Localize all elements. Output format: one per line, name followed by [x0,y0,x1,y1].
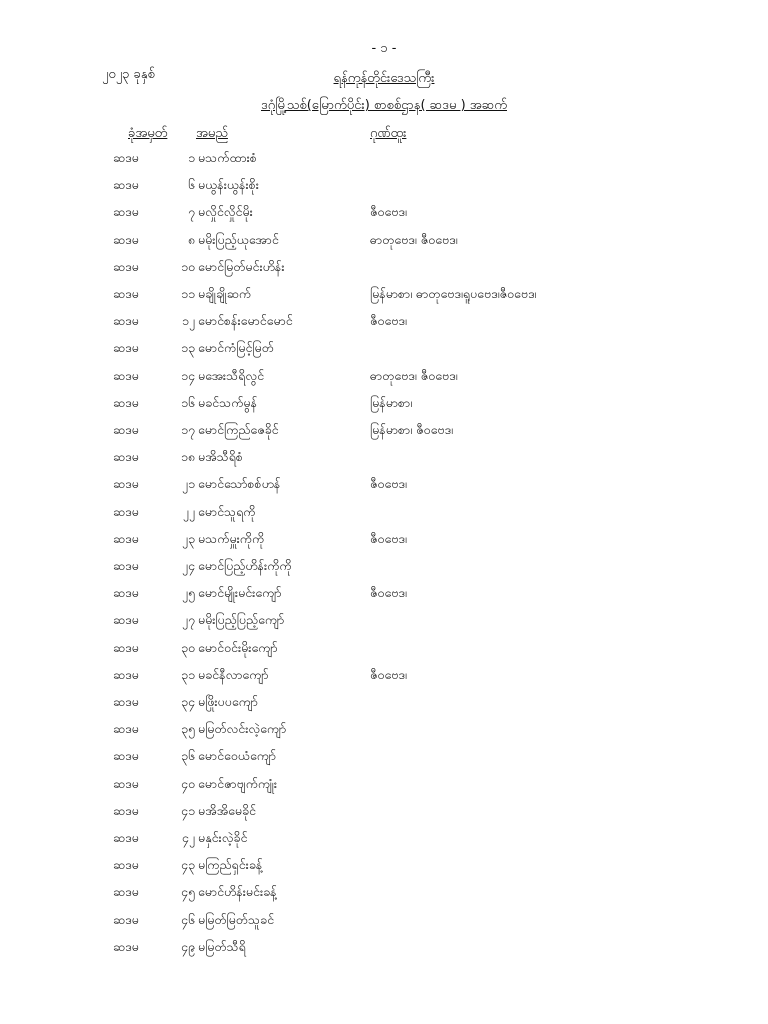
class-code: ဆဒမ [113,830,139,845]
roll-number: ၂၇ [181,612,195,628]
distinction-subjects: ဓာတုဗေဒ၊ ဇီဝဗေဒ၊ [370,231,458,247]
roll-number: ၄၉ [180,938,195,954]
distinction-subjects: ဇီဝဗေဒ၊ [370,476,407,492]
roll-number: ၁၆ [180,394,195,410]
distinction-header: ဂုဏ်ထူး [370,126,407,141]
student-name: မမြတ်လင်းလဲ့ကျော် [198,721,287,737]
student-name: မအိအိမေခိုင် [198,802,256,818]
list-item [0,667,768,687]
class-code: ဆဒမ [113,231,139,247]
student-name: မောင်မြတ်မင်းဟိန်း [198,258,285,274]
list-item [0,939,768,959]
roll-number: ၁၀ [180,258,195,274]
class-code: ဆဒမ [113,938,139,954]
list-item [0,748,768,768]
list-item [0,531,768,551]
class-code: ဆဒမ [113,204,139,220]
roll-number: ၆ [187,177,195,193]
list-item [0,504,768,524]
roll-number: ၁၂ [181,313,195,329]
region-title: ရန်ကုန်တိုင်းဒေသကြီး [333,71,435,86]
class-code: ဆဒမ [113,150,139,165]
roll-number: ၁၈ [180,449,195,465]
class-code: ဆဒမ [113,449,139,465]
class-code: ဆဒမ [113,694,139,709]
distinction-subjects: ဇီဝဗေဒ၊ [370,530,407,546]
roll-number: ၄၅ [180,884,195,900]
class-code: ဆဒမ [113,666,139,682]
student-name: မောင်သူရကို [198,503,256,519]
class-code: ဆဒမ [113,177,139,193]
list-item [0,177,768,197]
page-number: - ၁ - [371,41,397,56]
class-code: ဆဒမ [113,394,139,410]
list-item [0,776,768,796]
student-name: မကြည်ရှင်းခန့် [198,857,263,873]
class-code: ဆဒမ [113,476,139,492]
roll-number: ၈ [187,231,195,247]
distinction-subjects: မြန်မာစာ၊ ဇီဝဗေဒ၊ [370,422,453,437]
student-name: မယွန်းယွန်းစိုး [198,177,259,193]
student-name: မချိုချိုဆက် [198,286,252,301]
list-item [0,803,768,823]
list-item [0,640,768,660]
roll-number: ၁၇ [180,422,195,437]
roll-number: ၄၆ [180,911,195,927]
list-item [0,830,768,850]
list-item [0,857,768,877]
list-item [0,585,768,605]
roll-number: ၂၁ [181,476,195,492]
class-code: ဆဒမ [113,558,139,573]
distinction-subjects: ဓာတုဗေဒ၊ ဇီဝဗေဒ၊ [370,367,458,383]
student-name: မအေးသီရိလွင် [198,367,265,383]
name-header: အမည် [196,126,228,141]
roll-number: ၂၄ [181,558,195,573]
roll-number: ၂၃ [181,530,195,546]
roll-number: ၄၃ [180,857,195,873]
distinction-subjects: ဇီဝဗေဒ၊ [370,666,407,682]
year-label: ၂၀၂၃ ခုနှစ် [102,67,155,82]
student-name: မသက်မှူးကိုကို [198,530,265,546]
list-item [0,259,768,279]
student-name: မောင်စန်းမောင်မောင် [198,313,293,329]
list-item [0,232,768,252]
exam-center-title: ဒဂုံမြို့သစ်(မြောက်ပိုင်း) စာစစ်ဌာန( ဆဒမ ) အဆက် [261,98,507,113]
roll-number: ၁၄ [180,367,195,383]
roll-number: ၃၅ [180,721,195,737]
class-code: ဆဒမ [113,748,139,764]
student-name: မောင်ဟိန်းမင်းခန့် [198,884,277,900]
student-name: မောင်ပြည့်ဟိန်းကိုကို [198,558,292,573]
class-code: ဆဒမ [113,313,139,329]
roll-number: ၃၁ [180,666,195,682]
list-item [0,150,768,170]
student-name: မောင်ကံမြင့်မြတ် [198,340,274,356]
roll-number: ၁၃ [180,340,195,356]
roll-number: ၂၅ [181,585,195,601]
list-item [0,340,768,360]
student-name: မခင်နီလာကျော် [198,666,269,682]
class-code: ဆဒမ [113,884,139,900]
student-name: မသက်ထားစံ [198,150,257,165]
list-item [0,204,768,224]
student-name: မောင်ဝင်းမိုးကျော် [198,639,278,655]
list-item [0,884,768,904]
student-name: မခင်သက်မွန် [198,394,258,410]
list-item [0,395,768,415]
roll-number: ၁ [187,150,195,165]
student-name: မမိုးပြည့်ပြည့်ကျော် [198,612,285,628]
student-name: မမြတ်မြတ်သူခင် [198,911,275,927]
student-name: မောင်ဇာဗျက်ကျုံး [198,775,278,791]
class-code: ဆဒမ [113,530,139,546]
class-code: ဆဒမ [113,802,139,818]
class-code: ဆဒမ [113,612,139,628]
class-code: ဆဒမ [113,857,139,873]
list-item [0,368,768,388]
class-code: ဆဒမ [113,340,139,356]
student-name: မမြတ်သီရိ [198,938,246,954]
roll-number-header: ခုံအမှတ် [128,126,168,141]
roll-number: ၃၆ [180,748,195,764]
distinction-subjects: မြန်မာစာ၊ [370,394,413,410]
list-item [0,612,768,632]
list-item [0,313,768,333]
roll-number: ၄၂ [181,830,195,845]
list-item [0,721,768,741]
class-code: ဆဒမ [113,775,139,791]
roll-number: ၂၂ [182,503,195,519]
student-name: မနှင်းလဲ့ခိုင် [198,830,248,845]
student-name: မမိုးပြည့်ယုအောင် [198,231,279,247]
list-item [0,422,768,442]
class-code: ဆဒမ [113,258,139,274]
student-name: မောင်ဝေယံကျော် [198,748,277,764]
list-item [0,694,768,714]
roll-number: ၁၁ [180,286,195,301]
student-name: မဖြိုးပပကျော် [198,694,258,709]
roll-number: ၃၄ [180,694,195,709]
class-code: ဆဒမ [113,911,139,927]
class-code: ဆဒမ [113,422,139,437]
list-item [0,476,768,496]
class-code: ဆဒမ [113,367,139,383]
class-code: ဆဒမ [113,286,139,301]
student-name: မောင်ကြည်ဇေခိုင် [198,422,279,437]
student-name: မလှိုင်လှိုင်မိုး [198,204,253,220]
roll-number: ၇ [187,204,195,220]
class-code: ဆဒမ [113,503,139,519]
class-code: ဆဒမ [113,585,139,601]
list-item [0,286,768,306]
student-name: မောင်မျိုးမင်းကျော် [198,585,282,601]
distinction-subjects: ဇီဝဗေဒ၊ [370,313,407,329]
distinction-subjects: ဇီဝဗေဒ၊ [370,585,407,601]
list-item [0,449,768,469]
class-code: ဆဒမ [113,721,139,737]
student-name: မအိသီရိစံ [198,449,243,465]
distinction-subjects: မြန်မာစာ၊ ဓာတုဗေဒ၊ရူပဗေဒ၊ဇီဝဗေဒ၊ [370,286,537,301]
roll-number: ၄၀ [180,775,195,791]
list-item [0,912,768,932]
roll-number: ၄၁ [180,802,195,818]
list-item [0,558,768,578]
distinction-subjects: ဇီဝဗေဒ၊ [370,204,407,220]
roll-number: ၃၀ [180,639,195,655]
student-name: မောင်သော်စစ်ဟန် [198,476,281,492]
class-code: ဆဒမ [113,639,139,655]
